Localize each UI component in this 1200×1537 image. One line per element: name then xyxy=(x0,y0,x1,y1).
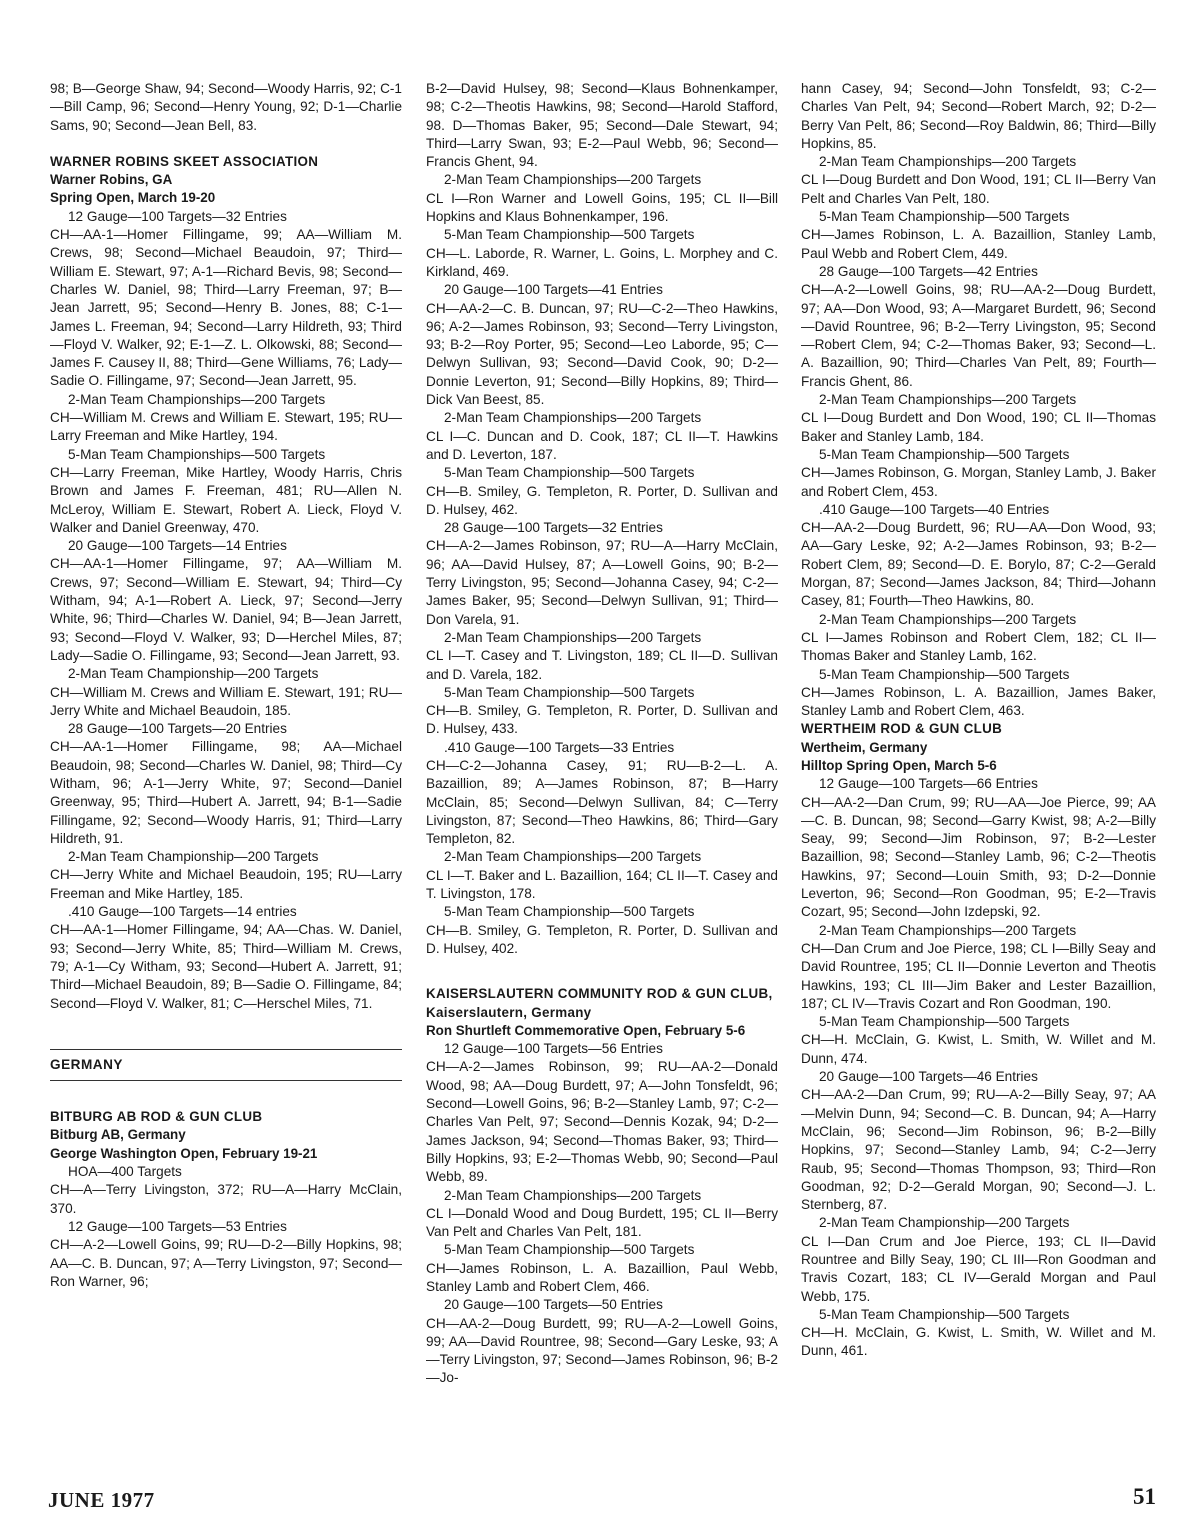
results-text: 98; B—George Shaw, 94; Second—Woody Harris, 92; C-1—Bill Camp, 96; Second—Henry Young, 92; D-1—Charlie Sams, 90; Second—Jean Bell, 83. xyxy=(50,81,402,133)
results-text: CH—A-2—Lowell Goins, 98; RU—AA-2—Doug Burdett, 97; AA—Don Wood, 93; A—Margaret Burdett, 96; Second—David Rountree, 96; B-2—Terry Livingston, 95; Second—Robert Clem, 94; C-2—Thomas Baker, 93; Second—L. A. Bazaillion, 90; Third—Charles Van Pelt, 89; Fourth—Francis Ghent, 86. xyxy=(801,282,1156,389)
team-heading: 5-Man Team Championship—500 Targets xyxy=(819,666,1070,682)
club-location: Warner Robins, GA xyxy=(50,172,173,188)
results-text: CL I—Ron Warner and Lowell Goins, 195; CL II—Bill Hopkins and Klaus Bohnenkamper, 196. xyxy=(426,190,778,225)
team-heading: 2-Man Team Championship—200 Targets xyxy=(68,849,319,865)
results-text: CH—Dan Crum and Joe Pierce, 198; CL I—Billy Seay and David Rountree, 195; CL II—Donnie Leverton and Theotis Hawkins, 193; CL III—Jim Baker and Lester Bazaillion, 187; CL IV—Travis Cozart and Ron Goodman, 190. xyxy=(801,940,1156,1011)
team-heading: 5-Man Team Championship—500 Targets xyxy=(819,446,1070,462)
results-text: CH—William M. Crews and William E. Stewart, 195; RU—Larry Freeman and Mike Hartley, 194. xyxy=(50,410,402,444)
club-location: Wertheim, Germany xyxy=(801,739,928,755)
results-text: CH—B. Smiley, G. Templeton, R. Porter, D. Sullivan and D. Hulsey, 402. xyxy=(426,922,778,956)
results-text: CH—C-2—Johanna Casey, 91; RU—B-2—L. A. Bazaillion, 89; A—James Robinson, 87; B—Harry McClain, 85; Second—Delwyn Sullivan, 84; C—Terry Livingston, 87; Second—Theo Hawkins, 86; Third—Gary Templeton, 82. xyxy=(426,757,778,847)
club-heading: BITBURG AB ROD & GUN CLUB xyxy=(50,1109,263,1125)
results-text: CH—AA-2—C. B. Duncan, 97; RU—C-2—Theo Hawkins, 96; A-2—James Robinson, 93; Second—Terry Livingston, 93; B-2—Roy Porter, 95; Second—Leo Laborde, 95; C—Delwyn Sullivan, 93; Second—David Cook, 90; D-2—Donnie Leverton, 91; Second—Billy Hopkins, 89; Third—Dick Van Beest, 85. xyxy=(426,300,778,408)
team-heading: 5-Man Team Championship—500 Targets xyxy=(819,1306,1070,1322)
results-text: CH—James Robinson, L. A. Bazaillion, James Baker, Stanley Lamb and Robert Clem, 463. xyxy=(801,684,1156,719)
results-text: hann Casey, 94; Second—John Tonsfeldt, 93; C-2—Charles Van Pelt, 94; Second—Robert March, 92; D-2—Berry Van Pelt, 86; Second—Roy Baldwin, 86; Third—Billy Hopkins, 85. xyxy=(801,81,1156,151)
column-1 xyxy=(50,80,402,1291)
results-text: CH—H. McClain, G. Kwist, L. Smith, W. Willet and M. Dunn, 474. xyxy=(801,1032,1156,1066)
results-text: B-2—David Hulsey, 98; Second—Klaus Bohnenkamper, 98; C-2—Theotis Hawkins, 98; Second—Harold Stafford, 98. D—Thomas Baker, 95; Second—Dale Stewart, 94; Third—Larry Swan, 93; E-2—Paul Webb, 96; Second—Francis Ghent, 94. xyxy=(426,81,778,170)
results-text: CH—B. Smiley, G. Templeton, R. Porter, D. Sullivan and D. Hulsey, 462. xyxy=(426,483,778,517)
results-text: CL I—Doug Burdett and Don Wood, 191; CL II—Berry Van Pelt and Charles Van Pelt, 180. xyxy=(801,172,1156,206)
issue-date: JUNE 1977 xyxy=(48,1488,155,1512)
team-heading: 2-Man Team Championships—200 Targets xyxy=(444,410,702,426)
column-3 xyxy=(801,80,1156,1361)
gauge-heading: 12 Gauge—100 Targets—32 Entries xyxy=(68,208,287,224)
results-text: CH—H. McClain, G. Kwist, L. Smith, W. Willet and M. Dunn, 461. xyxy=(801,1325,1156,1359)
team-heading: 5-Man Team Championships—500 Targets xyxy=(68,446,326,462)
team-heading: 2-Man Team Championships—200 Targets xyxy=(819,611,1077,627)
results-text: CH—AA-2—Dan Crum, 99; RU—A-2—Billy Seay, 97; AA—Melvin Dunn, 94; Second—C. B. Duncan, 94; A—Harry McClain, 96; Second—Jim Robinson, 96; B-2—Billy Hopkins, 97; Second—Stanley Lamb, 94; C-2—Jerry Raub, 95; Second—Thomas Thompson, 93; Third—Ron Goodman, 92; D-2—Gerald Morgan, 90; Second—J. L. Sternberg, 87. xyxy=(801,1087,1156,1213)
region-heading: GERMANY xyxy=(50,1056,123,1072)
results-text: CH—AA-2—Doug Burdett, 96; RU—AA—Don Wood, 93; AA—Gary Leske, 92; A-2—James Robinson, 93; B-2—Robert Clem, 89; Second—D. E. Borylo, 87; C-2—Gerald Morgan, 87; Second—James Jackson, 84; Third—Johann Casey, 81; Fourth—Theo Hawkins, 80. xyxy=(801,520,1156,609)
team-heading: 2-Man Team Championships—200 Targets xyxy=(444,1187,702,1203)
club-location: Bitburg AB, Germany xyxy=(50,1127,186,1143)
event-heading: George Washington Open, February 19-21 xyxy=(50,1145,318,1161)
results-text: CH—AA-1—Homer Fillingame, 97; AA—William M. Crews, 97; Second—William E. Stewart, 94; Third—Cy Witham, 94; A-1—Robert A. Lieck, 97; Second—Jerry White, 96; Third—Charles W. Daniel, 94; B—Jean Jarrett, 93; Second—Floyd V. Walker, 93; D—Herchel Miles, 87; Lady—Sadie O. Fillingame, 93; Second—Jean Jarrett, 93. xyxy=(50,556,402,663)
event-heading: Hilltop Spring Open, March 5-6 xyxy=(801,757,997,773)
results-text: CH—A—Terry Livingston, 372; RU—A—Harry McClain, 370. xyxy=(50,1182,402,1216)
section-rule xyxy=(50,1049,402,1050)
results-text: CL I—T. Baker and L. Bazaillion, 164; CL II—T. Casey and T. Livingston, 178. xyxy=(426,867,778,902)
team-heading: 5-Man Team Championship—500 Targets xyxy=(819,1014,1070,1030)
team-heading: 2-Man Team Championships—200 Targets xyxy=(68,391,326,407)
results-text: CH—AA-1—Homer Fillingame, 94; AA—Chas. W. Daniel, 93; Second—Jerry White, 85; Third—William M. Crews, 79; A-1—Cy Witham, 93; Second—Hubert A. Jarrett, 91; Third—Michael Beaudoin, 89; B—Sadie O. Fillingame, 84; Second—Floyd V. Walker, 81; C—Herschel Miles, 71. xyxy=(50,922,402,1011)
gauge-heading: 20 Gauge—100 Targets—46 Entries xyxy=(819,1069,1038,1085)
team-heading: 2-Man Team Championships—200 Targets xyxy=(444,849,702,865)
event-heading: Spring Open, March 19-20 xyxy=(50,190,216,206)
results-text: CH—AA-2—Doug Burdett, 99; RU—A-2—Lowell Goins, 99; AA—David Rountree, 98; Second—Gary Leske, 93; A—Terry Livingston, 97; Second—James Robinson, 96; B-2—Jo- xyxy=(426,1315,778,1386)
results-text: CL I—James Robinson and Robert Clem, 182; CL II—Thomas Baker and Stanley Lamb, 162. xyxy=(801,629,1156,664)
team-heading: 5-Man Team Championship—500 Targets xyxy=(819,209,1070,225)
results-text: CH—B. Smiley, G. Templeton, R. Porter, D. Sullivan and D. Hulsey, 433. xyxy=(426,703,778,737)
results-text: CH—L. Laborde, R. Warner, L. Goins, L. Morphey and C. Kirkland, 469. xyxy=(426,245,778,279)
gauge-heading: HOA—400 Targets xyxy=(68,1164,182,1180)
gauge-heading: .410 Gauge—100 Targets—14 entries xyxy=(68,904,297,920)
team-heading: 2-Man Team Championships—200 Targets xyxy=(819,392,1077,408)
gauge-heading: 20 Gauge—100 Targets—41 Entries xyxy=(444,282,663,298)
results-text: CL I—C. Duncan and D. Cook, 187; CL II—T. Hawkins and D. Leverton, 187. xyxy=(426,428,778,462)
results-text: CH—A-2—James Robinson, 99; RU—AA-2—Donald Wood, 98; AA—Doug Burdett, 97; A—John Tonsfeldt, 96; Second—Lowell Goins, 96; B-2—Stanley Lamb, 97; C-2—Charles Van Pelt, 97; Second—Dennis Kozak, 94; D-2—James Jackson, 94; Second—Thomas Baker, 93; Third—Billy Hopkins, 93; E-2—Thomas Webb, 90; Second—Paul Webb, 89. xyxy=(426,1059,778,1185)
results-text: CL I—Dan Crum and Joe Pierce, 193; CL II—David Rountree and Billy Seay, 190; CL III—Ron Goodman and Travis Cozart, 183; CL IV—Gerald Morgan and Paul Webb, 175. xyxy=(801,1233,1156,1304)
team-heading: 5-Man Team Championship—500 Targets xyxy=(444,904,695,920)
team-heading: 2-Man Team Championship—200 Targets xyxy=(68,666,319,682)
results-text: CL I—T. Casey and T. Livingston, 189; CL II—D. Sullivan and D. Varela, 182. xyxy=(426,648,778,682)
results-text: CH—Larry Freeman, Mike Hartley, Woody Harris, Chris Brown and James F. Freeman, 481; RU—Allen N. McLeroy, William E. Stewart, Robert A. Lieck, Floyd V. Walker and Daniel Greenway, 470. xyxy=(50,464,402,535)
gauge-heading: 12 Gauge—100 Targets—66 Entries xyxy=(819,776,1038,792)
gauge-heading: 28 Gauge—100 Targets—42 Entries xyxy=(819,263,1038,279)
gauge-heading: 28 Gauge—100 Targets—20 Entries xyxy=(68,721,287,737)
gauge-heading: .410 Gauge—100 Targets—33 Entries xyxy=(444,739,675,755)
team-heading: 2-Man Team Championships—200 Targets xyxy=(444,629,702,645)
club-heading: WERTHEIM ROD & GUN CLUB xyxy=(801,721,1003,737)
gauge-heading: 12 Gauge—100 Targets—56 Entries xyxy=(444,1041,663,1057)
results-text: CH—AA-2—Dan Crum, 99; RU—AA—Joe Pierce, 99; AA—C. B. Duncan, 98; Second—Garry Kwist, 98; A-2—Billy Seay, 99; Second—Jim Robinson, 97; B-2—Lester Bazaillion, 98; Second—Stanley Lamb, 96; C-2—Theotis Hawkins, 97; Second—Louin Smith, 93; D-2—Donnie Leverton, 96; Second—Ron Goodman, 95; E-2—Travis Cozart, 95; Second—John Izdepski, 92. xyxy=(801,794,1156,920)
gauge-heading: 20 Gauge—100 Targets—50 Entries xyxy=(444,1297,663,1313)
results-text: CH—James Robinson, L. A. Bazaillion, Stanley Lamb, Paul Webb and Robert Clem, 449. xyxy=(801,227,1156,261)
team-heading: 5-Man Team Championship—500 Targets xyxy=(444,465,695,481)
team-heading: 2-Man Team Championships—200 Targets xyxy=(444,172,702,188)
event-heading: Ron Shurtleft Commemorative Open, February 5-6 xyxy=(426,1022,746,1038)
results-text: CH—AA-1—Homer Fillingame, 99; AA—William M. Crews, 98; Second—Michael Beaudoin, 97; Third—William E. Stewart, 97; A-1—Richard Bevis, 98; Second—Charles W. Daniel, 98; Third—Larry Freeman, 97; B—Jean Jarrett, 95; Second—Henry B. Jones, 88; C-1—James L. Freeman, 94; Second—Larry Hildreth, 93; Third—Floyd V. Walker, 92; E-1—Z. L. Olkowski, 88; Second—James F. Causey II, 88; Third—Gene Williams, 76; Lady—Sadie O. Fillingame, 97; Second—Jean Jarrett, 95. xyxy=(50,227,402,389)
gauge-heading: .410 Gauge—100 Targets—40 Entries xyxy=(819,501,1050,517)
team-heading: 5-Man Team Championship—500 Targets xyxy=(444,227,695,243)
team-heading: 2-Man Team Championship—200 Targets xyxy=(819,1215,1070,1231)
results-text: CL I—Donald Wood and Doug Burdett, 195; CL II—Berry Van Pelt and Charles Van Pelt, 181. xyxy=(426,1205,778,1240)
team-heading: 2-Man Team Championships—200 Targets xyxy=(819,154,1077,170)
team-heading: 5-Man Team Championship—500 Targets xyxy=(444,684,695,700)
gauge-heading: 28 Gauge—100 Targets—32 Entries xyxy=(444,520,663,536)
results-text: CH—William M. Crews and William E. Stewart, 191; RU—Jerry White and Michael Beaudoin, 185. xyxy=(50,684,402,718)
results-text: CH—James Robinson, G. Morgan, Stanley Lamb, J. Baker and Robert Clem, 453. xyxy=(801,465,1156,499)
team-heading: 2-Man Team Championships—200 Targets xyxy=(819,922,1077,938)
club-heading: WARNER ROBINS SKEET ASSOCIATION xyxy=(50,153,319,169)
club-heading: KAISERSLAUTERN COMMUNITY ROD & GUN CLUB, Kaiserslautern, Germany xyxy=(426,986,773,1020)
gauge-heading: 20 Gauge—100 Targets—14 Entries xyxy=(68,538,287,554)
gauge-heading: 12 Gauge—100 Targets—53 Entries xyxy=(68,1218,287,1234)
results-text: CH—A-2—Lowell Goins, 99; RU—D-2—Billy Hopkins, 98; AA—C. B. Duncan, 97; A—Terry Livingston, 97; Second—Ron Warner, 96; xyxy=(50,1237,402,1289)
results-text: CH—A-2—James Robinson, 97; RU—A—Harry McClain, 96; AA—David Hulsey, 87; A—Lowell Goins, 90; B-2—Terry Livingston, 95; Second—Johanna Casey, 94; C-2—James Baker, 95; Second—Delwyn Sullivan, 91; Third—Don Varela, 91. xyxy=(426,538,778,627)
results-text: CH—Jerry White and Michael Beaudoin, 195; RU—Larry Freeman and Mike Hartley, 185. xyxy=(50,867,402,901)
column-2 xyxy=(426,80,778,1388)
results-text: CL I—Doug Burdett and Don Wood, 190; CL II—Thomas Baker and Stanley Lamb, 184. xyxy=(801,410,1156,444)
page-number: 51 xyxy=(1133,1484,1156,1509)
results-text: CH—James Robinson, L. A. Bazaillion, Paul Webb, Stanley Lamb and Robert Clem, 466. xyxy=(426,1260,778,1294)
team-heading: 5-Man Team Championship—500 Targets xyxy=(444,1242,695,1258)
results-text: CH—AA-1—Homer Fillingame, 98; AA—Michael Beaudoin, 98; Second—Charles W. Daniel, 98; Third—Cy Witham, 96; A-1—Jerry White, 97; Second—Daniel Greenway, 95; Third—Hubert A. Jarrett, 94; B-1—Sadie Fillingame, 92; Second—Woody Harris, 91; Third—Larry Hildreth, 91. xyxy=(50,739,402,846)
